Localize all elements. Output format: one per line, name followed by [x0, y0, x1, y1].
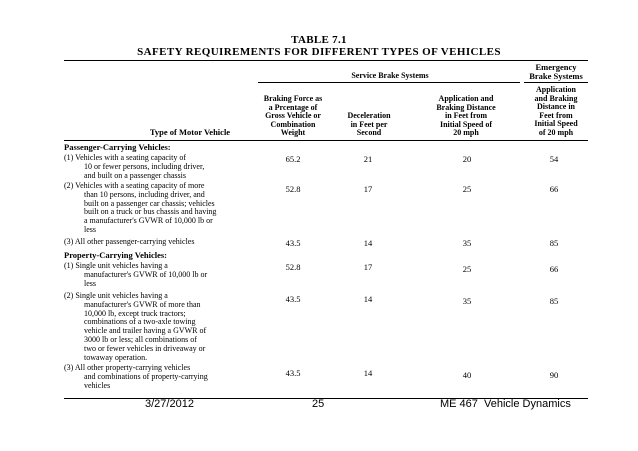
cell-emergency: 85 [549, 238, 559, 248]
header-line: Weight [280, 128, 306, 137]
top-rule [64, 60, 588, 61]
row-text-line: than 10 persons, including driver, and [84, 189, 205, 199]
row-text-line: (1) Single unit vehicles having a [64, 261, 168, 270]
service-brake-header: Service Brake Systems [351, 71, 429, 80]
col-deceleration-header [334, 112, 404, 138]
cell-app-braking: 25 [462, 264, 472, 274]
row-text-line: a manufacturer's GVWR of 10,000 lb or [84, 216, 213, 226]
header-bottom-rule [64, 140, 588, 141]
row-text-line: 10 or fewer persons, including driver, [84, 161, 205, 171]
row-text-line: (3) All other passenger-carrying vehicles [64, 237, 195, 246]
row-text-line: and built on a passenger chassis [84, 170, 186, 180]
header-line: Application and [438, 94, 494, 103]
header-line: Feet from [539, 110, 573, 120]
row-text-line: 10,000 lb, except truck tractors; [84, 308, 186, 318]
table-row [64, 238, 194, 247]
row-text-line: (3) All other property-carrying vehicles [64, 363, 191, 372]
table-row [64, 182, 216, 235]
table-row [64, 154, 204, 180]
section-heading-property: Property-Carrying Vehicles: [64, 250, 168, 260]
cell-braking-force: 52.8 [285, 184, 301, 194]
header-line: Application [535, 85, 576, 94]
cell-emergency: 54 [549, 154, 559, 164]
cell-app-braking: 35 [462, 238, 472, 248]
header-line: 20 mph [453, 128, 479, 137]
row-text-line: (2) Single unit vehicles having a [64, 291, 168, 300]
cell-deceleration: 14 [363, 368, 373, 378]
header-line: Gross Vehicle or [265, 111, 321, 120]
cell-app-braking: 20 [462, 154, 472, 164]
cell-braking-force: 65.2 [285, 154, 301, 164]
row-text-line: built on a truck or bus chassis and having [84, 207, 217, 217]
header-line: Deceleration [347, 111, 391, 120]
table-row [64, 262, 207, 288]
row-text-line: vehicle and trailer having a GVWR of [84, 326, 207, 336]
table-row [64, 364, 208, 390]
row-text-line: towaway operation. [84, 352, 148, 362]
col-braking-force-header [254, 95, 332, 138]
cell-emergency: 66 [549, 184, 559, 194]
cell-app-braking: 40 [462, 370, 472, 380]
row-text-line: (1) Vehicles with a seating capacity of [64, 153, 187, 162]
row-text-line: built on a passenger car chassis; vehicles [84, 198, 215, 208]
footer-date: 3/27/2012 [145, 398, 194, 410]
col-type-header: Type of Motor Vehicle [149, 127, 231, 137]
cell-deceleration: 14 [363, 294, 373, 304]
header-line: Braking Force as [263, 94, 323, 103]
header-line: and Braking [534, 93, 578, 103]
cell-app-braking: 35 [462, 296, 472, 306]
emergency-group-underline [524, 82, 588, 83]
header-line: Braking Distance [436, 102, 496, 112]
table-row [64, 292, 206, 362]
cell-emergency: 90 [549, 370, 559, 380]
header-line: Combination [270, 119, 316, 129]
header-line: a Prcentage of [268, 102, 318, 112]
header-line: Distance in [537, 102, 575, 111]
header-line: Initial Speed of [439, 119, 492, 129]
row-text-line: less [84, 278, 96, 288]
emergency-header-line: Brake Systems [529, 70, 583, 81]
table-title: TABLE 7.1 [291, 34, 347, 46]
service-group-underline [258, 82, 520, 83]
cell-app-braking: 25 [462, 184, 472, 194]
cell-braking-force: 52.8 [285, 262, 301, 272]
cell-braking-force: 43.5 [285, 368, 301, 378]
footer-page-number: 25 [312, 398, 325, 410]
table-subtitle: SAFETY REQUIREMENTS FOR DIFFERENT TYPES OF VEHICLES [137, 46, 501, 58]
row-text-line: vehicles [84, 380, 111, 390]
row-text-line: manufacturer's GVWR of more than [84, 299, 201, 309]
row-text-line: less [84, 224, 96, 234]
cell-deceleration: 21 [363, 154, 373, 164]
cell-emergency: 85 [549, 296, 559, 306]
cell-braking-force: 43.5 [285, 294, 301, 304]
row-text-line: 3000 lb or less; all combinations of [84, 334, 197, 344]
emergency-brake-header [520, 63, 592, 80]
footer-course: ME 467 Vehicle Dynamics [440, 398, 571, 410]
row-text-line: manufacturer's GVWR of 10,000 lb or [84, 269, 208, 279]
row-text-line: combinations of a two-axle towing [84, 317, 196, 327]
cell-deceleration: 14 [363, 238, 373, 248]
row-text-line: and combinations of property-carrying [84, 371, 208, 381]
col-app-braking-header [420, 95, 512, 138]
row-text-line: two or fewer vehicles in driveaway or [84, 343, 206, 353]
header-line: Second [356, 128, 382, 137]
header-line: Initial Speed [534, 119, 578, 128]
col-emergency-header [520, 86, 592, 137]
header-line: in Feet per [350, 119, 388, 129]
cell-deceleration: 17 [363, 262, 373, 272]
cell-emergency: 66 [549, 264, 559, 274]
header-line: in Feet from [444, 111, 488, 120]
section-heading-passenger: Passenger-Carrying Vehicles: [64, 142, 171, 152]
row-text-line: (2) Vehicles with a seating capacity of more [64, 181, 205, 190]
cell-braking-force: 43.5 [285, 238, 301, 248]
emergency-header-line: Emergency [535, 62, 577, 72]
header-line: of 20 mph [538, 127, 574, 137]
cell-deceleration: 17 [363, 184, 373, 194]
